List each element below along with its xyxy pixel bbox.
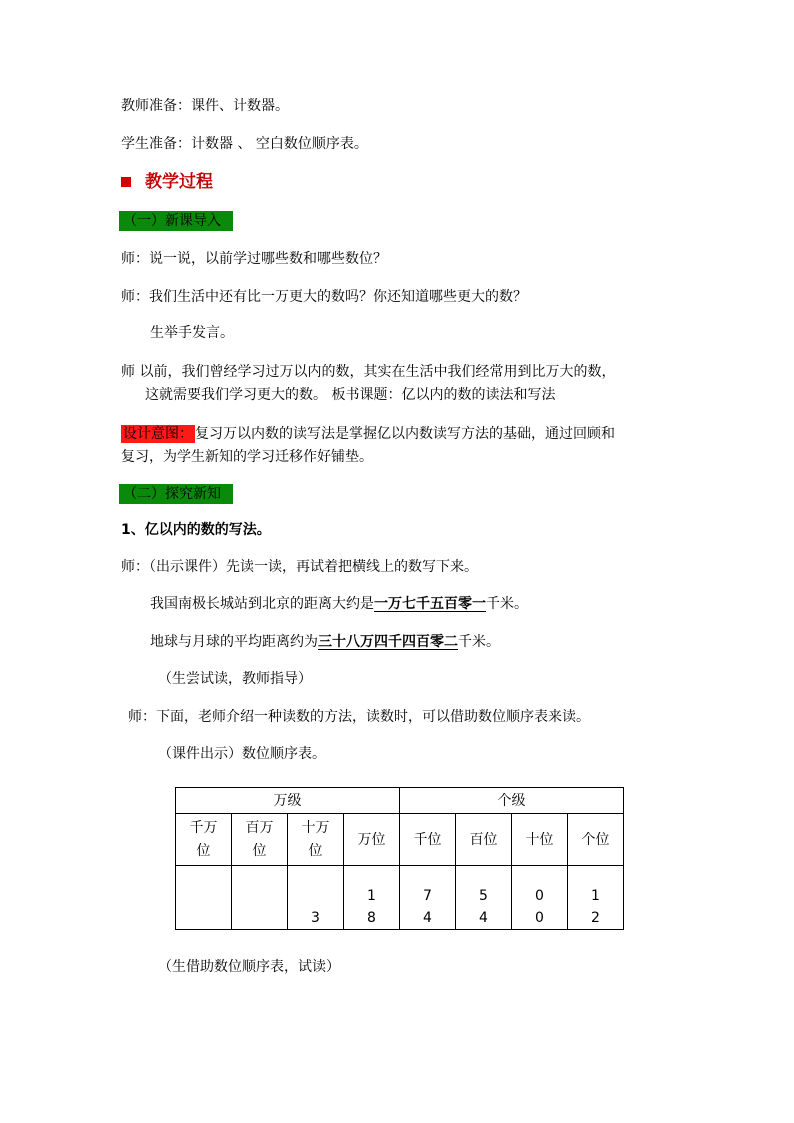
design-intent-line-2: 复习，为学生新知的学习迁移作好铺垫。	[121, 449, 373, 465]
section-tag-explore: （二）探究新知	[119, 484, 233, 504]
section-bullet-icon	[121, 177, 131, 187]
teacher-prep: 教师准备：课件、计数器。	[121, 98, 289, 114]
question-1: 师：说一说，以前学过哪些数和哪些数位？	[121, 251, 387, 267]
digit-cell-bai: 5 4	[456, 866, 512, 930]
digit-cell-qian: 7 4	[400, 866, 456, 930]
example-1	[150, 594, 528, 614]
header-shi: 十位	[512, 814, 568, 866]
header-bai: 百位	[456, 814, 512, 866]
digit-cell-ge: 1 2	[568, 866, 624, 930]
example-2	[150, 632, 500, 652]
example-2-suffix: 千米。	[458, 634, 500, 650]
student-speak: 生举手发言。	[150, 325, 234, 341]
example-2-prefix: 地球与月球的平均距离约为	[150, 634, 318, 650]
header-wan: 万位	[344, 814, 400, 866]
student-prep: 学生准备：计数器 、 空白数位顺序表。	[121, 136, 368, 152]
header-qianwan: 千万位	[176, 814, 232, 866]
digit-cell-wan: 1 8	[344, 866, 400, 930]
process-heading: 教学过程	[145, 172, 213, 192]
digit-cell-baiwan	[232, 866, 288, 930]
digit-cell-shi: 0 0	[512, 866, 568, 930]
explore-intro: 师：（出示课件）先读一读，再试着把横线上的数写下来。	[121, 559, 478, 575]
teacher-line-2: 这就需要我们学习更大的数。 板书课题：亿以内的数的读法和写法	[145, 387, 556, 403]
header-shiwan: 十万位	[288, 814, 344, 866]
section-tag-intro: （一）新课导入	[119, 211, 233, 231]
header-qian: 千位	[400, 814, 456, 866]
teacher-line-1: 师 以前，我们曾经学习过万以内的数，其实在生活中我们经常用到比万大的数，	[121, 364, 616, 380]
digit-cell-shiwan: 3	[288, 866, 344, 930]
example-2-number: 三十八万四千四百零二	[318, 634, 458, 650]
question-2: 师：我们生活中还有比一万更大的数吗？你还知道哪些更大的数？	[121, 289, 527, 305]
group-wan-header: 万级	[176, 788, 400, 814]
example-1-suffix: 千米。	[486, 596, 528, 612]
table-caption: （课件出示）数位顺序表。	[158, 746, 326, 762]
place-value-table	[175, 787, 624, 930]
after-table-note: （生借助数位顺序表，试读）	[158, 959, 340, 975]
design-intent-text-1: 复习万以内数的读写法是掌握亿以内数读写方法的基础，通过回顾和	[195, 426, 615, 442]
digit-cell-qianwan	[176, 866, 232, 930]
example-1-number: 一万七千五百零一	[374, 596, 486, 612]
subsection-title: 1、亿以内的数的写法。	[121, 522, 271, 538]
teacher-method-intro: 师：下面，老师介绍一种读数的方法，读数时，可以借助数位顺序表来读。	[128, 709, 590, 725]
header-ge: 个位	[568, 814, 624, 866]
example-1-prefix: 我国南极长城站到北京的距离大约是	[150, 596, 374, 612]
group-ge-header: 个级	[400, 788, 624, 814]
header-baiwan: 百万位	[232, 814, 288, 866]
design-intent-tag: 设计意图：	[123, 426, 193, 442]
design-intent-line-1	[121, 424, 615, 444]
try-read-note: （生尝试读，教师指导）	[158, 671, 312, 687]
